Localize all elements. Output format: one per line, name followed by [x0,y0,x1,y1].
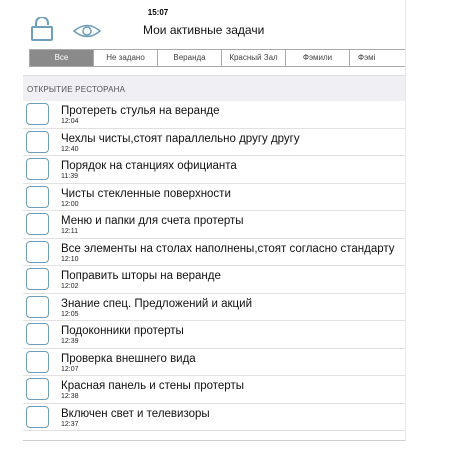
task-time: 12:02 [61,283,79,290]
task-checkbox[interactable] [26,103,49,125]
page-title: Мои активные задачи [143,23,265,37]
filter-segmented-control [29,49,406,67]
task-time: 12:11 [61,228,78,235]
app-screen [23,0,406,441]
task-row[interactable] [23,239,405,267]
task-list [23,101,405,431]
task-title: Знание спец. Предложений и акций [61,297,252,310]
task-title: Порядок на станциях официанта [61,160,237,172]
segment-not-set[interactable]: Не задано [94,50,158,66]
task-time: 12:04 [61,118,79,125]
task-row[interactable] [23,101,405,129]
task-checkbox[interactable] [26,158,49,180]
segment-red-hall[interactable]: Красный Зал [222,50,286,66]
task-row[interactable] [23,211,405,239]
task-row[interactable] [23,404,405,432]
section-header: ОТКРЫТИЕ РЕСТОРАНА [23,75,405,101]
task-checkbox[interactable] [26,378,49,400]
task-row[interactable] [23,184,405,212]
task-checkbox[interactable] [26,406,49,428]
task-title: Чехлы чисты,стоят параллельно другу другу [61,132,300,145]
task-time: 12:10 [61,255,79,263]
task-title: Проверка внешнего вида [61,352,196,365]
task-title: Включен свет и телевизоры [61,407,210,420]
task-title: Подоконники протерты [61,325,184,337]
eye-icon[interactable] [73,24,101,43]
segment-all[interactable]: Все [30,50,94,66]
task-checkbox[interactable] [26,296,49,318]
task-time: 12:07 [61,365,79,373]
task-checkbox[interactable] [26,213,49,235]
task-row[interactable] [23,321,405,349]
task-time: 12:40 [61,145,79,153]
task-checkbox[interactable] [26,241,49,263]
task-checkbox[interactable] [26,268,49,290]
task-time: 11:39 [61,173,78,180]
task-checkbox[interactable] [26,131,49,153]
task-checkbox[interactable] [26,323,49,345]
segment-family-2[interactable]: Фэмі [350,50,406,66]
task-checkbox[interactable] [26,351,49,373]
task-time: 12:05 [61,310,79,318]
task-row[interactable] [23,156,405,184]
task-title: Протереть стулья на веранде [61,105,220,117]
task-row[interactable] [23,266,405,294]
task-checkbox[interactable] [26,186,49,208]
task-title: Красная панель и стены протерты [61,380,244,392]
task-row[interactable] [23,294,405,322]
task-row[interactable] [23,129,405,157]
task-title: Чисты стекленные поверхности [61,187,231,200]
task-title: Поправить шторы на веранде [61,270,221,282]
lock-icon[interactable] [30,17,54,46]
task-title: Меню и папки для счета протерты [61,215,244,227]
task-time: 12:38 [61,393,79,400]
task-row[interactable] [23,376,405,404]
segment-veranda[interactable]: Веранда [158,50,222,66]
task-time: 12:37 [61,420,79,428]
task-time: 12:00 [61,200,79,208]
status-bar-time: 15:07 [147,8,169,17]
segment-family[interactable]: Фэмили [286,50,350,66]
task-title: Все элементы на столах наполнены,стоят согласно стандарту [61,242,395,255]
task-time: 12:39 [61,338,79,345]
task-row[interactable] [23,349,405,377]
